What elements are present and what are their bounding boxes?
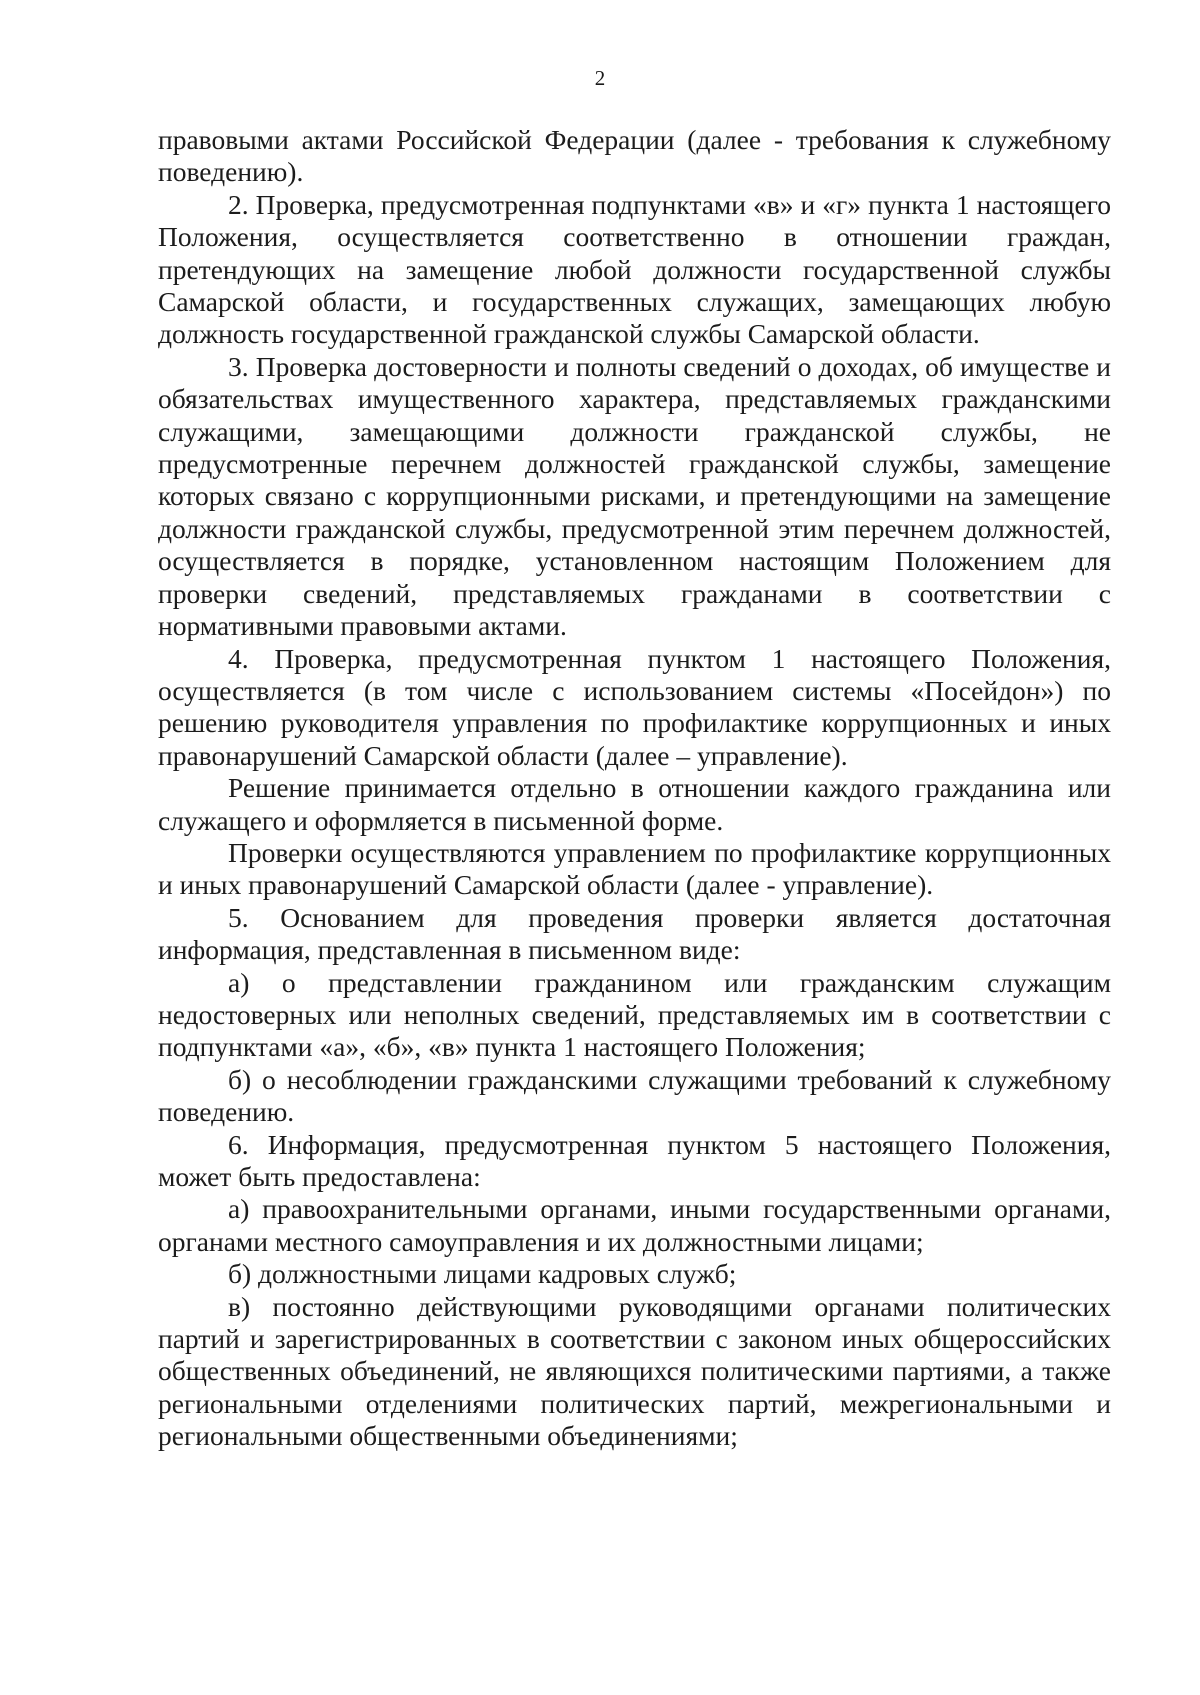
paragraph-item-5a: а) о представлении гражданином или гражданским служащим недостоверных или неполных сведений, представляемых им в соответствии с подпунктами «а», «б», «в» пункта 1 настоящего Положения;	[158, 966, 1111, 1063]
paragraph-checks: Проверки осуществляются управлением по профилактике коррупционных и иных правонарушений Самарской области (далее - управление).	[158, 836, 1111, 901]
paragraph-item-3: 3. Проверка достоверности и полноты сведений о доходах, об имуществе и обязательствах имущественного характера, представляемых гражданскими служащими, замещающими должности гражданской службы, не предусмотренные перечнем должностей гражданской службы, замещение которых связано с коррупционными рисками, и претендующими на замещение должности гражданской службы, предусмотренной этим перечнем должностей, осуществляется в порядке, установленном настоящим Положением для проверки сведений, представляемых гражданами в соответствии с нормативными правовыми актами.	[158, 350, 1111, 642]
paragraph-item-6: 6. Информация, предусмотренная пунктом 5 настоящего Положения, может быть предоставлена:	[158, 1128, 1111, 1192]
paragraph-item-4: 4. Проверка, предусмотренная пунктом 1 настоящего Положения, осуществляется (в том числе с использованием системы «Посейдон») по решению руководителя управления по профилактике коррупционных и иных правонарушений Самарской области (далее – управление).	[158, 642, 1111, 771]
paragraph-continuation: правовыми актами Российской Федерации (далее - требования к служебному поведению).	[158, 124, 1111, 188]
paragraph-decision: Решение принимается отдельно в отношении каждого гражданина или служащего и оформляется в письменной форме.	[158, 772, 1111, 836]
paragraph-item-5b: б) о несоблюдении гражданскими служащими требований к служебному поведению.	[158, 1063, 1111, 1128]
paragraph-item-6b: б) должностными лицами кадровых служб;	[228, 1258, 737, 1290]
paragraph-item-6v: в) постоянно действующими руководящими органами политических партий и зарегистрированных в соответствии с законом иных общероссийских общественных объединений, не являющихся политическими партиями, а также региональными отделениями политических партий, межрегиональными и региональными общественными объединениями;	[158, 1290, 1111, 1452]
paragraph-item-5: 5. Основанием для проведения проверки является достаточная информация, представленная в письменном виде:	[158, 901, 1111, 966]
paragraph-item-6a: а) правоохранительными органами, иными государственными органами, органами местного самоуправления и их должностными лицами;	[158, 1193, 1111, 1257]
document-body	[158, 124, 1111, 1453]
page-number: 2	[594, 66, 606, 90]
paragraph-item-2: 2. Проверка, предусмотренная подпунктами «в» и «г» пункта 1 настоящего Положения, осуществляется соответственно в отношении граждан, претендующих на замещение любой должности государственной службы Самарской области, и государственных служащих, замещающих любую должность государственной гражданской службы Самарской области.	[158, 188, 1111, 350]
